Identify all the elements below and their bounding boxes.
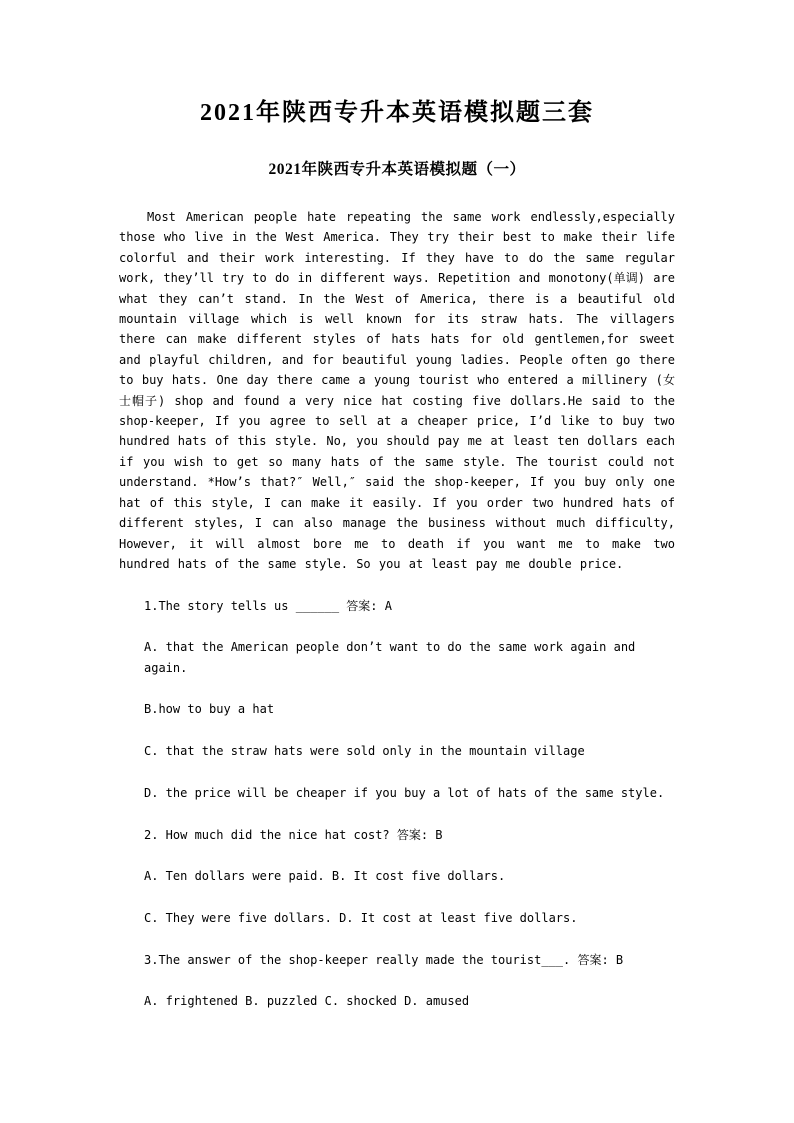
question-option: B.how to buy a hat: [144, 702, 275, 717]
question-option: C. that the straw hats were sold only in the mountain village: [144, 744, 585, 759]
question-option: A. Ten dollars were paid. B. It cost five dollars.: [144, 869, 506, 884]
question-prompt: 2. How much did the nice hat cost? 答案: B: [144, 827, 443, 842]
question-option: D. the price will be cheaper if you buy a lot of hats of the same style.: [144, 785, 665, 800]
question-prompt: 1.The story tells us ______ 答案: A: [144, 598, 392, 613]
question-option: A. that the American people don’t want to do the same work again and again.: [144, 640, 643, 675]
question-option: A. frightened B. puzzled C. shocked D. amused: [144, 994, 470, 1009]
document-title: 2021年陕西专升本英语模拟题三套: [200, 100, 594, 126]
question-prompt: 3.The answer of the shop-keeper really made the tourist___. 答案: B: [144, 952, 624, 967]
section-title: 2021年陕西专升本英语模拟题（一）: [268, 161, 526, 178]
questions-section: [119, 596, 675, 1012]
reading-passage: Most American people hate repeating the same work endlessly,especially those who live in the West America. They try their best to make their life colorful and their work interesting. If they have to do the same regular work, they’ll try to do in different ways. Repetition and monotony(单调) are what they can’t stand. In the West of America, there is a beautiful old mountain village which is well known for its straw hats. The villagers there can make different styles of hats hats for old gentlemen,for sweet and playful children, and for beautiful young ladies. People often go there to buy hats. One day there came a young tourist who entered a millinery (女士帽子) shop and found a very nice hat costing five dollars.He said to the shop-keeper, If you agree to sell at a cheaper price, I’d like to buy two hundred hats of this style. No, you should pay me at least ten dollars each if you wish to get so many hats of the same style. The tourist could not understand. *How’s that?″ Well,″ said the shop-keeper, If you buy only one hat of this style, I can make it easily. If you order two hundred hats of different styles, I can also manage the business without much difficulty, However, it will almost bore me to death if you want me to make two hundred hats of the same style. So you at least pay me double price.: [119, 210, 675, 571]
question-option: C. They were five dollars. D. It cost at least five dollars.: [144, 910, 578, 925]
